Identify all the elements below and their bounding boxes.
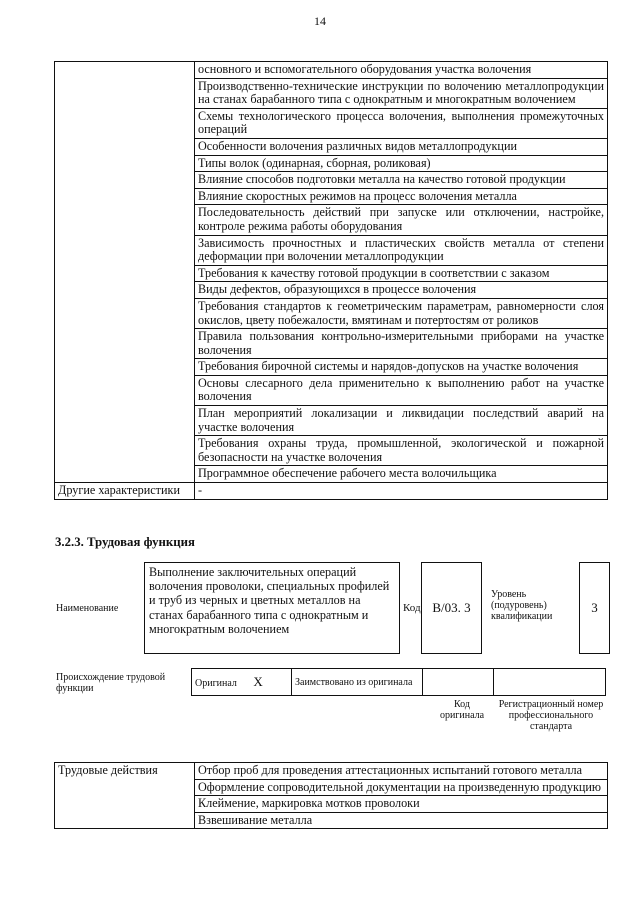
other-characteristics-value: - — [195, 483, 608, 500]
code-label: Код — [403, 602, 421, 614]
reg-number-cell — [494, 669, 606, 696]
code-box — [421, 562, 482, 654]
actions-table — [54, 762, 608, 829]
action-item: Взвешивание металла — [195, 812, 608, 829]
code-original-caption: Код оригинала — [439, 699, 485, 721]
knowledge-item: Виды дефектов, образующихся в процессе волочения — [195, 282, 608, 299]
knowledge-item: Программное обеспечение рабочего места волочильщика — [195, 466, 608, 483]
action-item: Отбор проб для проведения аттестационных испытаний готового металла — [195, 763, 608, 780]
action-item: Клеймение, маркировка мотков проволоки — [195, 796, 608, 813]
knowledge-item: Последовательность действий при запуске или отключении, настройке, контроле режима работы оборудования — [195, 205, 608, 235]
knowledge-item: План мероприятий локализации и ликвидации последствий аварий на участке волочения — [195, 406, 608, 436]
code-value: B/03. 3 — [432, 600, 471, 615]
knowledge-item: основного и вспомогательного оборудования участка волочения — [195, 62, 608, 79]
knowledge-item: Требования бирочной системы и нарядов-допусков на участке волочения — [195, 359, 608, 376]
original-cell — [192, 669, 292, 696]
knowledge-item: Схемы технологического процесса волочения, выполнения промежуточных операций — [195, 108, 608, 138]
origin-table — [191, 668, 606, 696]
reg-number-caption: Регистрационный номер профессионального стандарта — [498, 699, 604, 732]
level-value: 3 — [591, 600, 598, 615]
knowledge-item: Основы слесарного дела применительно к выполнению работ на участке волочения — [195, 375, 608, 405]
knowledge-item: Особенности волочения различных видов металлопродукции — [195, 138, 608, 155]
knowledge-item: Требования стандартов к геометрическим параметрам, равномерности слоя окислов, цвету побежалости, вмятинам и потертостям от роликов — [195, 298, 608, 328]
knowledge-row — [55, 62, 608, 79]
function-name-box — [144, 562, 400, 654]
knowledge-item: Требования охраны труда, промышленной, экологической и пожарной безопасности на участке волочения — [195, 436, 608, 466]
other-characteristics-label: Другие характеристики — [55, 483, 195, 500]
action-row — [55, 763, 608, 780]
section-title: 3.2.3. Трудовая функция — [55, 535, 195, 549]
knowledge-item: Типы волок (одинарная, сборная, роликовая) — [195, 155, 608, 172]
borrowed-cell — [292, 669, 423, 696]
borrowed-label: Заимствовано из оригинала — [295, 676, 413, 688]
knowledge-left-cell — [55, 62, 195, 483]
actions-label: Трудовые действия — [55, 763, 195, 829]
knowledge-item: Зависимость прочностных и пластических свойств металла от степени деформации при волочении металлопродукции — [195, 235, 608, 265]
knowledge-item: Производственно-технические инструкции по волочению металлопродукции на станах барабанного типа с однократным и многократным волочением — [195, 78, 608, 108]
other-characteristics-row — [55, 483, 608, 500]
original-label: Оригинал — [195, 677, 237, 689]
knowledge-table — [54, 61, 608, 500]
code-original-cell — [423, 669, 494, 696]
original-mark: X — [253, 673, 263, 689]
level-label: Уровень (подуровень) квалификации — [491, 589, 553, 622]
action-item: Оформление сопроводительной документации на произведенную продукцию — [195, 779, 608, 796]
knowledge-item: Правила пользования контрольно-измерительными приборами на участке волочения — [195, 329, 608, 359]
knowledge-item: Влияние скоростных режимов на процесс волочения металла — [195, 188, 608, 205]
function-name-value: Выполнение заключительных операций волочения проволоки, специальных профилей и труб из черных и цветных металлов на станах барабанного типа с однократным и многократным волочением — [149, 565, 390, 636]
level-box — [579, 562, 610, 654]
knowledge-item: Влияние способов подготовки металла на качество готовой продукции — [195, 172, 608, 189]
knowledge-item: Требования к качеству готовой продукции в соответствии с заказом — [195, 265, 608, 282]
name-label: Наименование — [56, 603, 119, 614]
page-number: 14 — [314, 14, 326, 28]
origin-label: Происхождение трудовой функции — [56, 672, 166, 694]
